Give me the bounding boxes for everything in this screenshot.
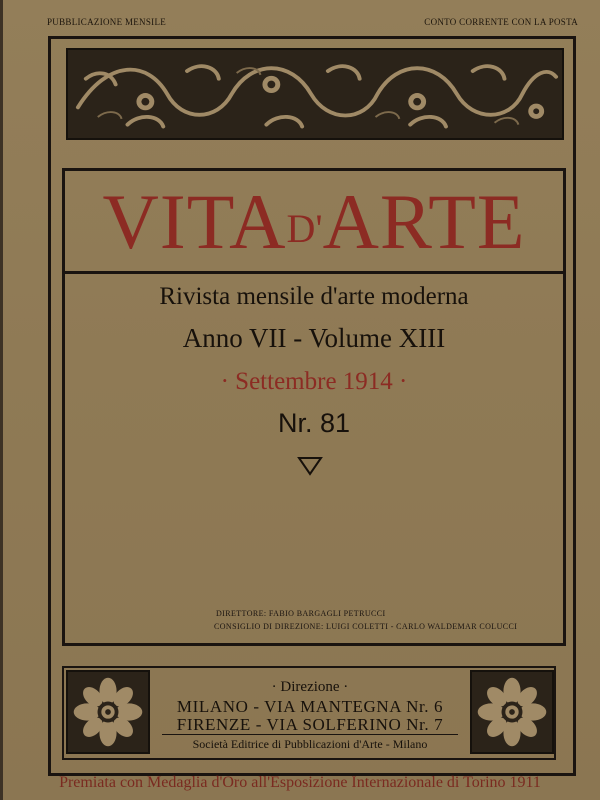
issue-date: · Settembre 1914 · [220,368,408,395]
down-triangle-mark-icon [296,455,324,477]
magazine-subtitle: Rivista mensile d'arte moderna [159,283,469,310]
issue-number: Nr. 81 [277,408,351,438]
cover-edge [0,0,3,800]
floral-rosette-right-icon [470,670,554,754]
volume-line: Anno VII - Volume XIII [182,323,446,353]
magazine-title [66,174,562,270]
title-word-arte: ARTE [322,178,526,265]
address-firenze: FIRENZE - VIA SOLFERINO Nr. 7 [176,715,444,734]
director-credit: DIRETTORE: FABIO BARGAGLI PETRUCCI [216,609,386,618]
header-right-text: CONTO CORRENTE CON LA POSTA [424,17,578,27]
header-left-text: PUBBLICAZIONE MENSILE [47,17,167,27]
floral-rosette-left-icon [66,670,150,754]
publisher-line: Società Editrice di Pubblicazioni d'Arte - Milano [192,737,428,751]
title-word-vita: VITA [102,178,287,265]
direction-label: · Direzione · [271,679,349,695]
address-milano: MILANO - VIA MANTEGNA Nr. 6 [176,697,444,716]
acanthus-scroll-ornament-icon [66,48,564,140]
address-divider [162,734,458,735]
award-line: Premiata con Medaglia d'Oro all'Esposizione Internazionale di Torino 1911 [59,774,541,791]
title-word-d: D' [286,206,323,251]
council-credit: CONSIGLIO DI DIREZIONE: LUIGI COLETTI - CARLO WALDEMAR COLUCCI [214,622,518,631]
